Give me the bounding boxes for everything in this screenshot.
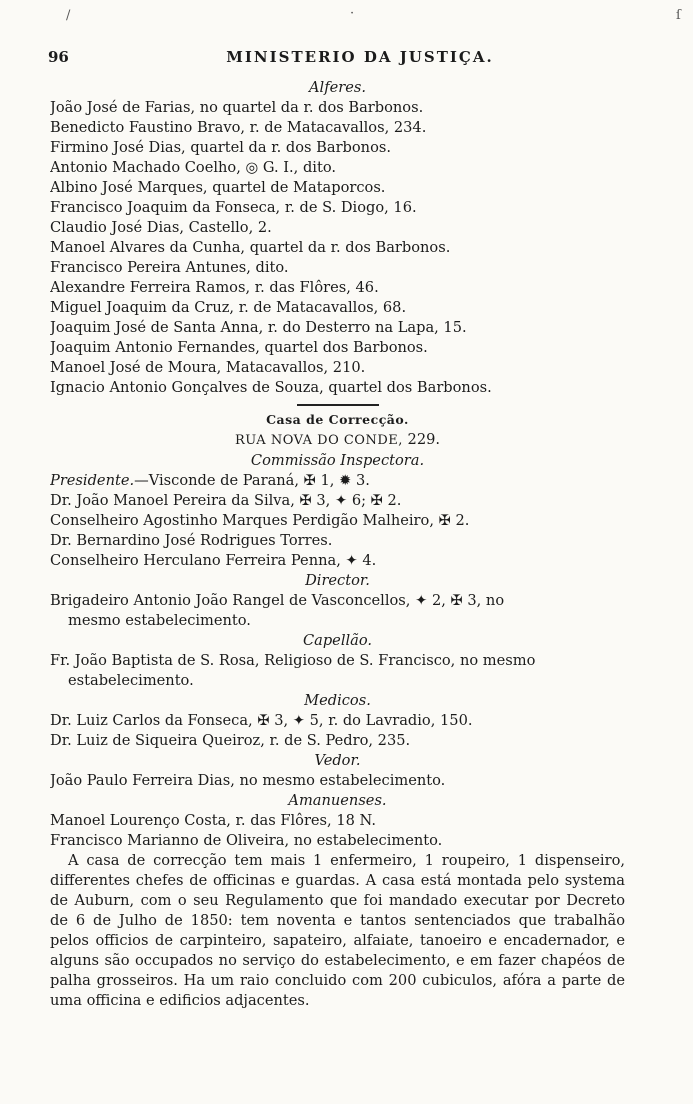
amanuense-entry: Francisco Marianno de Oliveira, no estabelecimento. [50,832,443,849]
alferes-entry: Joaquim Antonio Fernandes, quartel dos Barbonos. [50,339,428,356]
section-heading-capellao: Capellão. [302,632,373,649]
commissao-entry: Dr. João Manoel Pereira da Silva, ✠ 3, ✦ 6; ✠ 2. [50,492,402,509]
alferes-entry: Albino José Marques, quartel de Mataporcos. [50,179,386,196]
commissao-entry: Conselheiro Herculano Ferreira Penna, ✦ 4. [50,552,377,569]
medico-entry: Dr. Luiz Carlos da Fonseca, ✠ 3, ✦ 5, r. do Lavradio, 150. [50,712,473,729]
alferes-entry: Francisco Pereira Antunes, dito. [50,259,289,276]
capellao-entry: Fr. João Baptista de S. Rosa, Religioso de S. Francisco, no mesmo [50,652,536,669]
alferes-entry: Manoel José de Moura, Matacavallos, 210. [50,359,366,376]
commissao-entry: Dr. Bernardino José Rodrigues Torres. [50,532,333,549]
section-heading-casa: Casa de Correcção. [266,412,409,427]
alferes-entry: Francisco Joaquim da Fonseca, r. de S. Diogo, 16. [50,199,417,216]
section-heading-medicos: Medicos. [304,692,371,709]
alferes-entry: Antonio Machado Coelho, ◎ G. I., dito. [50,159,336,176]
alferes-entry: Manoel Alvares da Cunha, quartel da r. dos Barbonos. [50,239,451,256]
running-head: MINISTERIO DA JUSTIÇA. [226,48,494,66]
section-heading-director: Director. [305,572,370,589]
address-number: 229. [407,431,441,448]
address-street: RUA NOVA DO CONDE, [234,433,403,448]
casa-description-paragraph: A casa de correcção tem mais 1 enfermeiro, 1 roupeiro, 1 dispenseiro, differentes chefes de officinas e guardas. A casa está montada pelo systema de Auburn, com o seu Regulamento que foi mandado executar por Decreto de 6 de Julho de 1850: tem noventa e tantos sentenciados que trabalhão pelos officios de carpinteiro, sapateiro, alfaiate, tanoeiro e encadernador, e alguns são occupados no serviço do estabelecimento, e em fazer chapéos de palha grosseiros. Ha um raio concluido com 200 cubiculos, afóra a parte de uma officina e edificios adjacentes. [50,852,625,1009]
section-heading-amanuenses: Amanuenses. [288,792,387,809]
presidente-text: —Visconde de Paraná, ✠ 1, ✹ 3. [134,472,370,489]
top-dot: · [350,6,355,21]
presidente-label: Presidente. [50,472,135,489]
commissao-entry: Conselheiro Agostinho Marques Perdigão Malheiro, ✠ 2. [50,512,470,529]
alferes-entry: Miguel Joaquim da Cruz, r. de Matacavallos, 68. [50,299,407,316]
section-heading-vedor: Vedor. [314,752,361,769]
casa-address [50,430,625,451]
alferes-entry: Ignacio Antonio Gonçalves de Souza, quartel dos Barbonos. [50,379,492,396]
alferes-list [50,98,625,398]
alferes-entry: Firmino José Dias, quartel da r. dos Barbonos. [50,139,391,156]
presidente-entry [50,471,625,491]
capellao-entry-cont: estabelecimento. [68,672,194,689]
alferes-entry: Joaquim José de Santa Anna, r. do Desterro na Lapa, 15. [50,319,467,336]
medico-entry: Dr. Luiz de Siqueira Queiroz, r. de S. Pedro, 235. [50,732,411,749]
casa-correccao-section [50,396,625,1011]
page-header [40,46,640,70]
alferes-entry: Alexandre Ferreira Ramos, r. das Flôres, 46. [50,279,379,296]
director-entry: Brigadeiro Antonio João Rangel de Vasconcellos, ✦ 2, ✠ 3, no [50,592,505,609]
vedor-entry: João Paulo Ferreira Dias, no mesmo estabelecimento. [50,772,446,789]
alferes-entry: Claudio José Dias, Castello, 2. [50,219,272,236]
alferes-entry: Benedicto Faustino Bravo, r. de Matacavallos, 234. [50,119,427,136]
section-divider [297,404,379,406]
alferes-section [50,78,625,398]
amanuense-entry: Manoel Lourenço Costa, r. das Flôres, 18 N. [50,812,377,829]
section-heading-commissao: Commissão Inspectora. [250,452,425,469]
director-entry-cont: mesmo estabelecimento. [68,612,251,629]
page-number: 96 [48,48,69,66]
alferes-entry: João José de Farias, no quartel da r. dos Barbonos. [50,99,424,116]
section-heading-alferes: Alferes. [309,79,366,96]
corner-mark-left: / [66,8,71,23]
corner-mark-right: ſ [676,8,681,23]
